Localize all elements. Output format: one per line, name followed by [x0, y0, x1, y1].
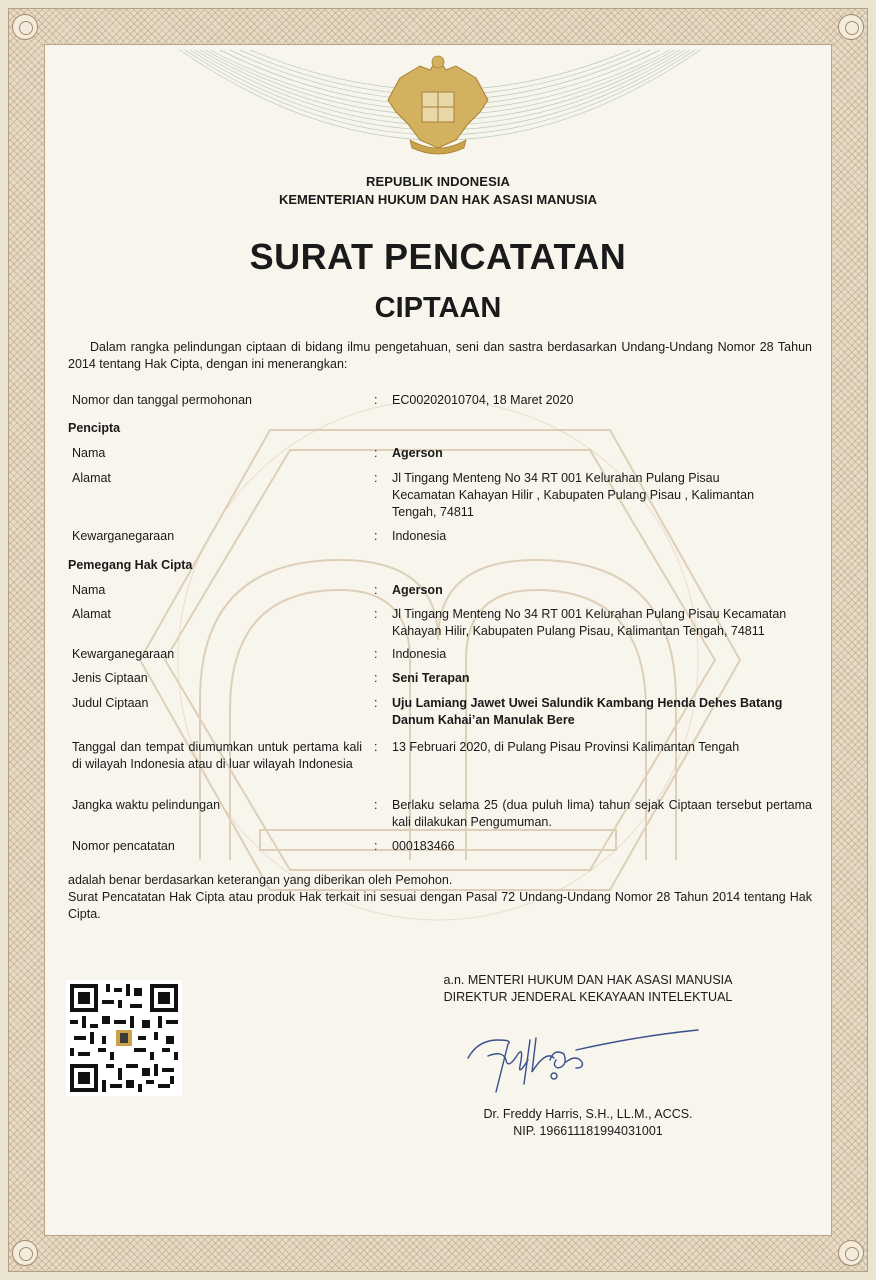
- signatory-name: Dr. Freddy Harris, S.H., LL.M., ACCS.: [483, 1107, 693, 1121]
- creator-address-label: Alamat: [72, 471, 111, 485]
- colon: :: [374, 583, 378, 597]
- certificate-title: SURAT PENCATATAN: [249, 236, 627, 277]
- creator-section-heading: Pencipta: [68, 421, 121, 435]
- colon: :: [374, 839, 378, 853]
- creator-name-value: Agerson: [392, 446, 443, 460]
- holder-address-label: Alamat: [72, 607, 111, 621]
- qr-code-icon[interactable]: [66, 980, 182, 1096]
- on-behalf-line: a.n. MENTERI HUKUM DAN HAK ASASI MANUSIA: [443, 973, 733, 987]
- intro-paragraph: Dalam rangka pelindungan ciptaan di bidang ilmu pengetahuan, seni dan sastra berdasarkan Undang-Undang Nomor 28 Tahun 2014 tentang Hak Cipta, dengan ini menerangkan:: [68, 340, 812, 371]
- application-value: EC00202010704, 18 Maret 2020: [392, 393, 574, 407]
- work-type-label: Jenis Ciptaan: [72, 671, 148, 685]
- work-title-value: Uju Lamiang Jawet Uwei Salundik Kambang Henda Dehes Batang Danum Kahai’an Manulak Bere: [392, 696, 783, 727]
- handwritten-signature: [458, 1010, 708, 1100]
- colon: :: [374, 671, 378, 685]
- ministry-heading: KEMENTERIAN HUKUM DAN HAK ASASI MANUSIA: [278, 192, 598, 207]
- holder-name-label: Nama: [72, 583, 106, 597]
- colon: :: [374, 607, 378, 621]
- colon: :: [374, 446, 378, 460]
- publication-value: 13 Februari 2020, di Pulang Pisau Provinsi Kalimantan Tengah: [392, 740, 740, 754]
- work-title-label: Judul Ciptaan: [72, 696, 149, 710]
- creator-address-value: Jl Tingang Menteng No 34 RT 001 Kelurahan Pulang Pisau Kecamatan Kahayan Hilir , Kabupaten Pulang Pisau , Kalimantan Tengah, 74811: [392, 471, 755, 519]
- publication-label: Tanggal dan tempat diumumkan untuk pertama kali di wilayah Indonesia atau di luar wilayah Indonesia: [72, 740, 362, 771]
- colon: :: [374, 647, 378, 661]
- signatory-title-block: [400, 972, 776, 1006]
- holder-nationality-label: Kewarganegaraan: [72, 647, 175, 661]
- position-line: DIREKTUR JENDERAL KEKAYAAN INTELEKTUAL: [443, 990, 733, 1004]
- holder-nationality-value: Indonesia: [392, 647, 447, 661]
- signatory-name-block: [400, 1106, 776, 1140]
- colon: :: [374, 798, 378, 812]
- work-type-value: Seni Terapan: [392, 671, 470, 685]
- colon: :: [374, 696, 378, 710]
- creator-nationality-label: Kewarganegaraan: [72, 529, 175, 543]
- application-label: Nomor dan tanggal permohonan: [72, 393, 252, 407]
- record-number-label: Nomor pencatatan: [72, 839, 175, 853]
- colon: :: [374, 529, 378, 543]
- creator-nationality-value: Indonesia: [392, 529, 447, 543]
- footer-text: [68, 872, 812, 923]
- country-heading: REPUBLIK INDONESIA: [365, 174, 511, 189]
- certificate-subtitle: CIPTAAN: [374, 292, 502, 324]
- colon: :: [374, 740, 378, 754]
- colon: :: [374, 471, 378, 485]
- footer-line-1: adalah benar berdasarkan keterangan yang diberikan oleh Pemohon.: [68, 873, 453, 887]
- holder-name-value: Agerson: [392, 583, 443, 597]
- holder-address-value: Jl Tingang Menteng No 34 RT 001 Kelurahan Pulang Pisau Kecamatan Kahayan Hilir, Kabupaten Pulang Pisau, Kalimantan Tengah, 74811: [392, 607, 787, 638]
- protection-label: Jangka waktu pelindungan: [72, 798, 221, 812]
- signatory-nip: NIP. 196611181994031001: [513, 1124, 663, 1138]
- footer-line-2: Surat Pencatatan Hak Cipta atau produk Hak terkait ini sesuai dengan Pasal 72 Undang-Undang Nomor 28 Tahun 2014 tentang Hak Cipta.: [68, 890, 812, 921]
- holder-section-heading: Pemegang Hak Cipta: [68, 558, 193, 572]
- colon: :: [374, 393, 378, 407]
- record-number-value: 000183466: [392, 839, 455, 853]
- protection-value: Berlaku selama 25 (dua puluh lima) tahun sejak Ciptaan tersebut pertama kali dilakukan Pengumuman.: [392, 798, 812, 829]
- creator-name-label: Nama: [72, 446, 106, 460]
